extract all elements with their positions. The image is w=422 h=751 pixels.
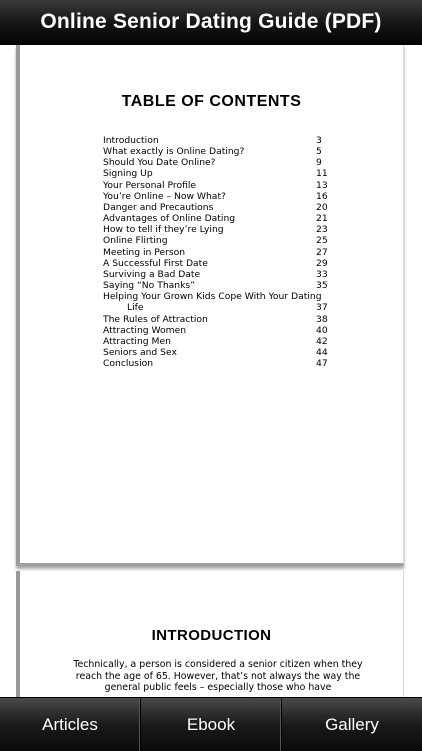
toc-entry-page: 29	[316, 257, 328, 269]
toc-entry-title: Attracting Women	[103, 324, 187, 336]
toc-entry	[103, 191, 333, 202]
toc-entry	[103, 325, 333, 336]
toc-heading: TABLE OF CONTENTS	[121, 93, 302, 110]
toc-entry	[103, 258, 333, 269]
toc-entry-page: 23	[316, 224, 328, 236]
pdf-page-introduction	[16, 571, 404, 697]
toc-entry-page: 25	[316, 235, 328, 247]
toc-entry	[103, 168, 333, 179]
toc-entry-title: Helping Your Grown Kids Cope With Your Dating Life	[103, 291, 322, 314]
toc-entry-title: Conclusion	[103, 358, 154, 370]
toc-entry-page: 9	[316, 157, 322, 169]
toc-entry	[103, 347, 333, 358]
pdf-viewer[interactable]	[0, 45, 422, 697]
toc-entry	[103, 358, 333, 369]
toc-entry	[103, 180, 333, 191]
tab-gallery[interactable]: Gallery	[325, 714, 379, 734]
toc-entry-title: A Successful First Date	[103, 257, 208, 269]
toc-entry-title: Online Flirting	[103, 235, 168, 247]
app-title: Online Senior Dating Guide (PDF)	[40, 10, 382, 33]
toc-entry-page: 37	[316, 302, 328, 314]
toc-list	[103, 135, 333, 369]
toc-entry	[103, 291, 333, 313]
toc-entry	[103, 135, 333, 146]
toc-entry-page: 38	[316, 313, 328, 325]
toc-entry	[103, 235, 333, 246]
toc-entry	[103, 280, 333, 291]
toc-entry-page: 11	[316, 168, 328, 180]
tab-articles[interactable]: Articles	[0, 698, 141, 751]
toc-entry	[103, 269, 333, 280]
toc-entry-title: Meeting in Person	[103, 246, 186, 258]
toc-entry	[103, 247, 333, 258]
toc-entry-title: Should You Date Online?	[103, 157, 216, 169]
toc-entry-page: 27	[316, 246, 328, 258]
toc-entry-page: 42	[316, 335, 328, 347]
toc-entry	[103, 224, 333, 235]
toc-entry-title: Surviving a Bad Date	[103, 268, 201, 280]
title-bar	[0, 0, 422, 45]
toc-entry	[103, 213, 333, 224]
toc-entry	[103, 314, 333, 325]
toc-entry	[103, 202, 333, 213]
introduction-text: Technically, a person is considered a senior citizen when they reach the age of 65. However, that’s not always the way the general public feels – especially those who have	[73, 659, 363, 693]
toc-entry-title: Introduction	[103, 135, 159, 146]
toc-entry-page: 47	[316, 358, 328, 370]
toc-entry-title: The Rules of Attraction	[103, 313, 208, 325]
toc-entry-title: How to tell if they’re Lying	[103, 224, 224, 236]
toc-entry-title: Advantages of Online Dating	[103, 213, 236, 225]
toc-entry-page: 44	[316, 346, 328, 358]
toc-entry-page: 3	[316, 135, 322, 146]
toc-entry-page: 5	[316, 146, 322, 158]
toc-entry-page: 35	[316, 280, 328, 292]
toc-entry	[103, 146, 333, 157]
toc-entry-title: Attracting Men	[103, 335, 171, 347]
toc-entry-page: 40	[316, 324, 328, 336]
toc-entry	[103, 157, 333, 168]
toc-entry-title: What exactly is Online Dating?	[103, 146, 245, 158]
toc-entry-page: 20	[316, 201, 328, 213]
tab-bar	[0, 697, 422, 751]
introduction-heading: INTRODUCTION	[151, 627, 272, 644]
toc-entry-page: 21	[316, 213, 328, 225]
toc-entry-title: Seniors and Sex	[103, 346, 177, 358]
toc-entry-title: You’re Online – Now What?	[103, 190, 226, 202]
toc-entry-page: 33	[316, 268, 328, 280]
pdf-page-toc	[16, 45, 404, 566]
toc-entry-title: Signing Up	[103, 168, 153, 180]
toc-entry-title: Saying “No Thanks”	[103, 280, 195, 292]
tab-ebook[interactable]: Ebook	[141, 698, 282, 751]
toc-entry	[103, 336, 333, 347]
toc-entry-page: 13	[316, 179, 328, 191]
toc-entry-title: Your Personal Profile	[103, 179, 197, 191]
toc-entry-page: 16	[316, 190, 328, 202]
toc-entry-title: Danger and Precautions	[103, 201, 214, 213]
